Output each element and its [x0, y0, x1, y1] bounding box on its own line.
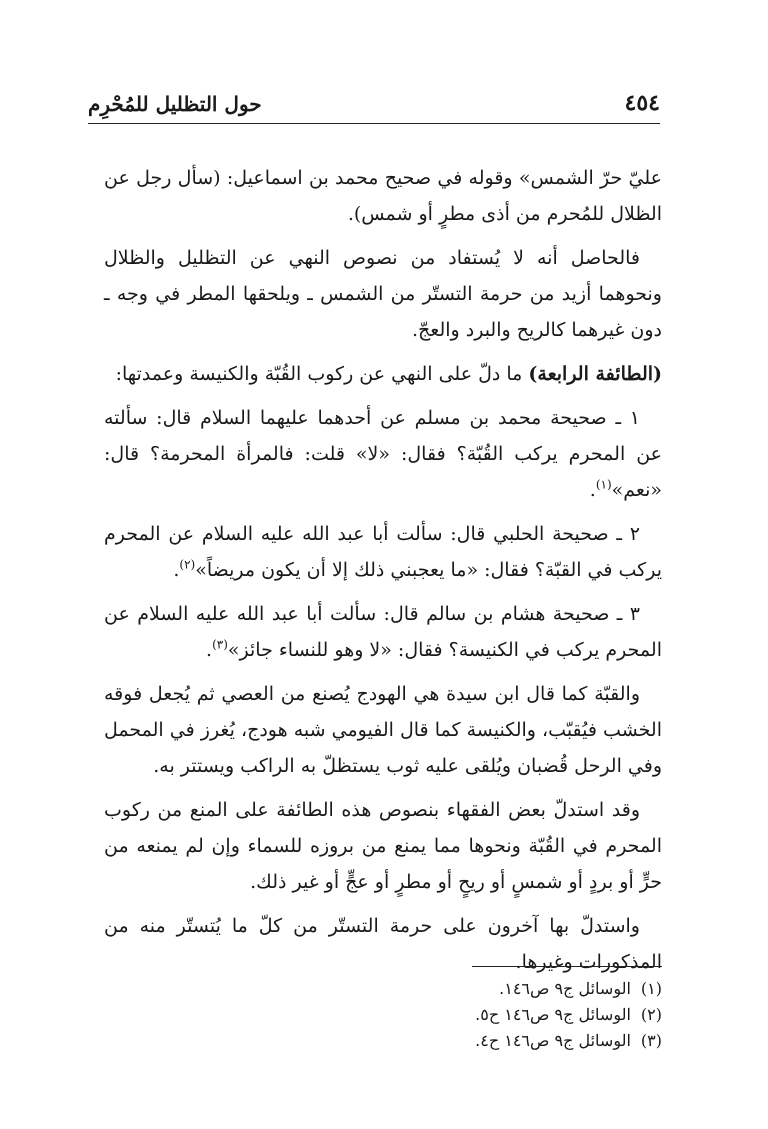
paragraph [104, 596, 662, 668]
footnote-text: الوسائل ج٩ ص١٤٦ ح٥. [475, 1005, 631, 1024]
paragraph-tail: . [206, 639, 213, 661]
paragraph [104, 792, 662, 900]
paragraph-tail: . [589, 479, 596, 501]
paragraph [104, 908, 662, 980]
page-number: ٤٥٤ [624, 90, 660, 116]
footnote-reference[interactable]: (٢) [179, 557, 196, 572]
footnote-number: (٣) [640, 1031, 662, 1050]
paragraph [104, 160, 662, 232]
footnote [262, 1002, 662, 1028]
paragraph-text: ما دلّ على النهي عن ركوب القُبّة والكنيسة وعمدتها: [115, 363, 529, 385]
footnote-text: الوسائل ج٩ ص١٤٦. [499, 979, 631, 998]
paragraph [104, 516, 662, 588]
paragraph-tail: . [173, 559, 180, 581]
footnote [262, 976, 662, 1002]
paragraph-text: ١ ـ صحيحة محمد بن مسلم عن أحدهما عليهما السلام قال: سألته عن المحرم يركب القُبّة؟ فقال: «لا» قلت: فالمرأة المحرمة؟ قال: «نعم» [104, 407, 662, 501]
running-title: حول التظليل للمُحْرِم [88, 92, 262, 116]
footnotes [262, 976, 662, 1054]
footnote-reference[interactable]: (٣) [212, 637, 228, 652]
paragraph-text: فالحاصل أنه لا يُستفاد من نصوص النهي عن التظليل والظلال ونحوهما أزيد من حرمة التستّر من الشمس ـ ويلحقها المطر في وجه ـ دون غيرهما كالريح والبرد والعجّ. [104, 247, 662, 341]
body-text [104, 160, 662, 988]
paragraph [104, 676, 662, 784]
paragraph-text: عليّ حرّ الشمس» وقوله في صحيح محمد بن اسماعيل: (سأل رجل عن الظلال للمُحرم من أذى مطرٍ أو شمس). [104, 167, 662, 225]
footnote [262, 1028, 662, 1054]
paragraph-text: وقد استدلّ بعض الفقهاء بنصوص هذه الطائفة على المنع من ركوب المحرم في القُبّة ونحوها مما يمنع من بروزه للسماء وإن لم يمنعه من حرٍّ أو بردٍ أو شمسٍ أو ريحٍ أو مطرٍ أو عجٍّ أو غير ذلك. [104, 799, 662, 893]
footnote-reference[interactable]: (١) [595, 477, 612, 492]
footnote-text: الوسائل ج٩ ص١٤٦ ح٤. [475, 1031, 631, 1050]
footnote-number: (١) [640, 979, 662, 998]
paragraph [104, 400, 662, 508]
paragraph [104, 356, 662, 392]
footnote-divider [472, 966, 662, 967]
footnote-number: (٢) [640, 1005, 662, 1024]
paragraph-text: واستدلّ بها آخرون على حرمة التستّر من كلّ ما يُتستّر منه من المذكورات وغيرها. [104, 915, 662, 973]
section-heading: (الطائفة الرابعة) [528, 363, 662, 385]
paragraph [104, 240, 662, 348]
paragraph-text: ٢ ـ صحيحة الحلبي قال: سألت أبا عبد الله عليه السلام عن المحرم يركب في القبّة؟ فقال: «ما يعجبني ذلك إلا أن يكون مريضاً» [104, 523, 662, 581]
paragraph-text: ٣ ـ صحيحة هشام بن سالم قال: سألت أبا عبد الله عليه السلام عن المحرم يركب في الكنيسة؟ فقال: «لا وهو للنساء جائز» [104, 603, 662, 661]
page-header [88, 88, 660, 124]
paragraph-text: والقبّة كما قال ابن سيدة هي الهودج يُصنع من العصي ثم يُجعل فوقه الخشب فيُقبّب، والكنيسة كما قال الفيومي شبه هودج، يُغرز في المحمل وفي الرحل قُضبان ويُلقى عليه ثوب يستظلّ به الراكب ويستتر به. [104, 683, 662, 777]
